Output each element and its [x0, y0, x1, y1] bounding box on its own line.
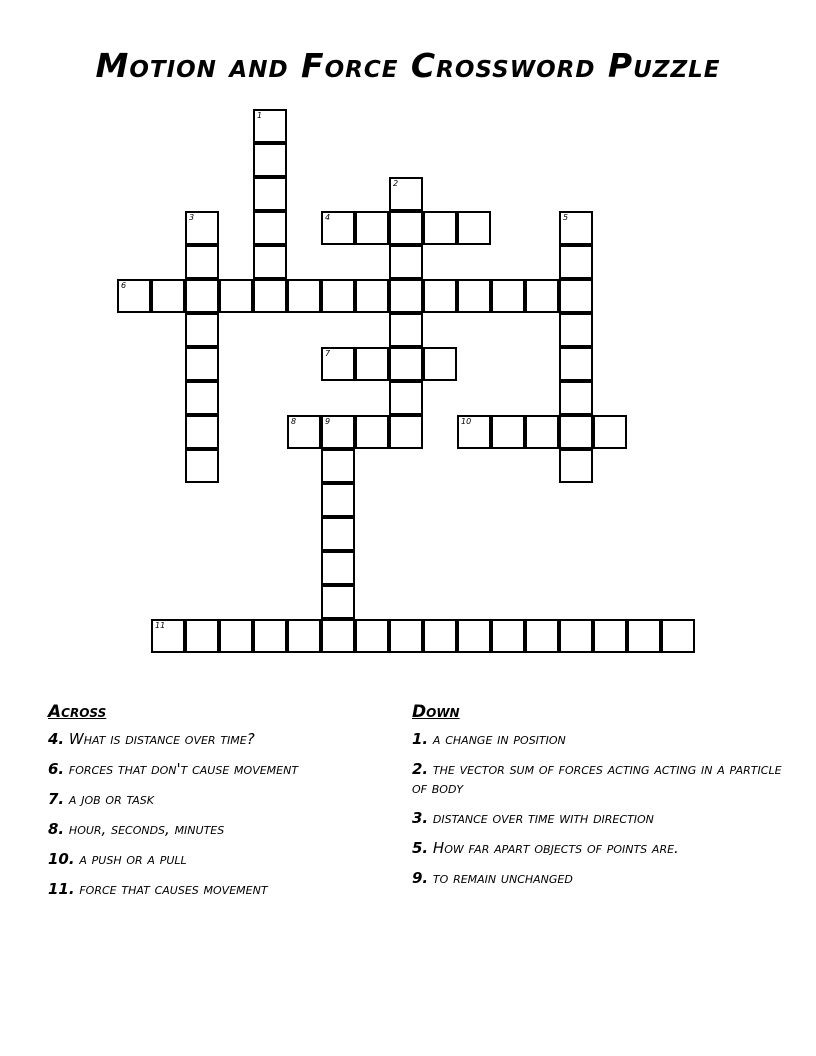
crossword-cell[interactable] [389, 177, 423, 211]
crossword-cell[interactable] [253, 279, 287, 313]
crossword-cell[interactable] [185, 245, 219, 279]
crossword-cell[interactable] [117, 279, 151, 313]
crossword-cell[interactable] [355, 211, 389, 245]
clue-text: hour, seconds, minutes [68, 820, 225, 838]
clue-text: forces that don't cause movement [68, 760, 299, 778]
crossword-cell[interactable] [627, 619, 661, 653]
clue-text: the vector sum of forces acting acting in a particle of body [412, 760, 782, 797]
down-heading: Down [412, 702, 460, 722]
crossword-cell[interactable] [321, 347, 355, 381]
crossword-cell[interactable] [321, 585, 355, 619]
crossword-cell[interactable] [185, 381, 219, 415]
cell-number: 1 [257, 111, 263, 120]
clue-number: 10. [48, 850, 75, 868]
clue-across-11 [48, 880, 378, 899]
crossword-cell[interactable] [355, 279, 389, 313]
crossword-cell[interactable] [491, 415, 525, 449]
crossword-cell[interactable] [389, 279, 423, 313]
clue-number: 8. [48, 820, 65, 838]
crossword-cell[interactable] [355, 415, 389, 449]
crossword-cell[interactable] [559, 245, 593, 279]
clue-text: a job or task [68, 790, 154, 808]
crossword-cell[interactable] [389, 313, 423, 347]
crossword-cell[interactable] [525, 415, 559, 449]
crossword-cell[interactable] [457, 415, 491, 449]
clue-across-6 [48, 760, 378, 779]
page-title: Motion and Force Crossword Puzzle [95, 46, 721, 85]
clue-text: a push or a pull [79, 850, 187, 868]
crossword-cell[interactable] [559, 619, 593, 653]
crossword-cell[interactable] [559, 313, 593, 347]
crossword-cell[interactable] [253, 143, 287, 177]
crossword-cell[interactable] [151, 279, 185, 313]
crossword-cell[interactable] [253, 619, 287, 653]
cell-number: 7 [325, 349, 331, 358]
crossword-cell[interactable] [423, 211, 457, 245]
crossword-cell[interactable] [185, 279, 219, 313]
clue-text: to remain unchanged [432, 869, 573, 887]
clue-text: a change in position [432, 730, 566, 748]
crossword-cell[interactable] [559, 279, 593, 313]
clue-down-3 [412, 809, 782, 828]
crossword-cell[interactable] [491, 619, 525, 653]
crossword-cell[interactable] [355, 619, 389, 653]
crossword-cell[interactable] [287, 619, 321, 653]
clue-number: 2. [412, 760, 429, 778]
crossword-cell[interactable] [185, 619, 219, 653]
crossword-cell[interactable] [559, 381, 593, 415]
crossword-cell[interactable] [423, 279, 457, 313]
crossword-cell[interactable] [423, 347, 457, 381]
clue-across-4 [48, 730, 378, 749]
cell-number: 8 [291, 417, 297, 426]
crossword-cell[interactable] [321, 279, 355, 313]
crossword-cell[interactable] [185, 415, 219, 449]
clue-number: 9. [412, 869, 429, 887]
clue-text: How far apart objects of points are. [432, 839, 679, 857]
crossword-cell[interactable] [253, 109, 287, 143]
crossword-cell[interactable] [287, 415, 321, 449]
crossword-cell[interactable] [253, 177, 287, 211]
crossword-cell[interactable] [185, 449, 219, 483]
crossword-cell[interactable] [423, 619, 457, 653]
cell-number: 10 [461, 417, 472, 426]
crossword-cell[interactable] [253, 245, 287, 279]
crossword-cell[interactable] [389, 245, 423, 279]
clue-number: 11. [48, 880, 75, 898]
clue-down-5 [412, 839, 782, 858]
clue-down-9 [412, 869, 782, 888]
crossword-cell[interactable] [185, 313, 219, 347]
clue-number: 6. [48, 760, 65, 778]
crossword-cell[interactable] [457, 279, 491, 313]
crossword-cell[interactable] [321, 483, 355, 517]
crossword-cell[interactable] [593, 619, 627, 653]
clue-down-1 [412, 730, 782, 749]
clue-across-7 [48, 790, 378, 809]
clue-down-2 [412, 760, 782, 798]
clue-number: 1. [412, 730, 429, 748]
clue-number: 7. [48, 790, 65, 808]
crossword-cell[interactable] [559, 415, 593, 449]
crossword-cell[interactable] [185, 347, 219, 381]
crossword-cell[interactable] [525, 619, 559, 653]
crossword-cell[interactable] [559, 347, 593, 381]
crossword-cell[interactable] [355, 347, 389, 381]
crossword-cell[interactable] [321, 449, 355, 483]
crossword-cell[interactable] [151, 619, 185, 653]
crossword-cell[interactable] [457, 211, 491, 245]
cell-number: 3 [189, 213, 195, 222]
crossword-cell[interactable] [389, 347, 423, 381]
crossword-cell[interactable] [525, 279, 559, 313]
clue-across-10 [48, 850, 378, 869]
crossword-cell[interactable] [185, 211, 219, 245]
down-clues [412, 702, 782, 899]
crossword-cell[interactable] [389, 381, 423, 415]
crossword-cell[interactable] [457, 619, 491, 653]
crossword-cell[interactable] [253, 211, 287, 245]
crossword-cell[interactable] [321, 517, 355, 551]
clue-text: distance over time with direction [432, 809, 654, 827]
cell-number: 4 [325, 213, 331, 222]
clue-text: What is distance over time? [68, 730, 255, 748]
crossword-cell[interactable] [593, 415, 627, 449]
crossword-cell[interactable] [321, 551, 355, 585]
crossword-cell[interactable] [559, 449, 593, 483]
crossword-cell[interactable] [219, 279, 253, 313]
clue-number: 3. [412, 809, 429, 827]
clue-across-8 [48, 820, 378, 839]
crossword-cell[interactable] [389, 415, 423, 449]
across-clues [48, 702, 378, 910]
cell-number: 6 [121, 281, 127, 290]
crossword-cell[interactable] [219, 619, 253, 653]
crossword-cell[interactable] [287, 279, 321, 313]
cell-number: 9 [325, 417, 331, 426]
crossword-cell[interactable] [321, 619, 355, 653]
crossword-cell[interactable] [389, 211, 423, 245]
cell-number: 2 [393, 179, 399, 188]
clue-number: 5. [412, 839, 429, 857]
clue-number: 4. [48, 730, 65, 748]
crossword-cell[interactable] [661, 619, 695, 653]
crossword-cell[interactable] [321, 415, 355, 449]
crossword-cell[interactable] [389, 619, 423, 653]
clue-text: force that causes movement [79, 880, 268, 898]
crossword-cell[interactable] [559, 211, 593, 245]
cell-number: 11 [155, 621, 166, 630]
crossword-cell[interactable] [321, 211, 355, 245]
cell-number: 5 [563, 213, 569, 222]
across-heading: Across [48, 702, 107, 722]
crossword-cell[interactable] [491, 279, 525, 313]
